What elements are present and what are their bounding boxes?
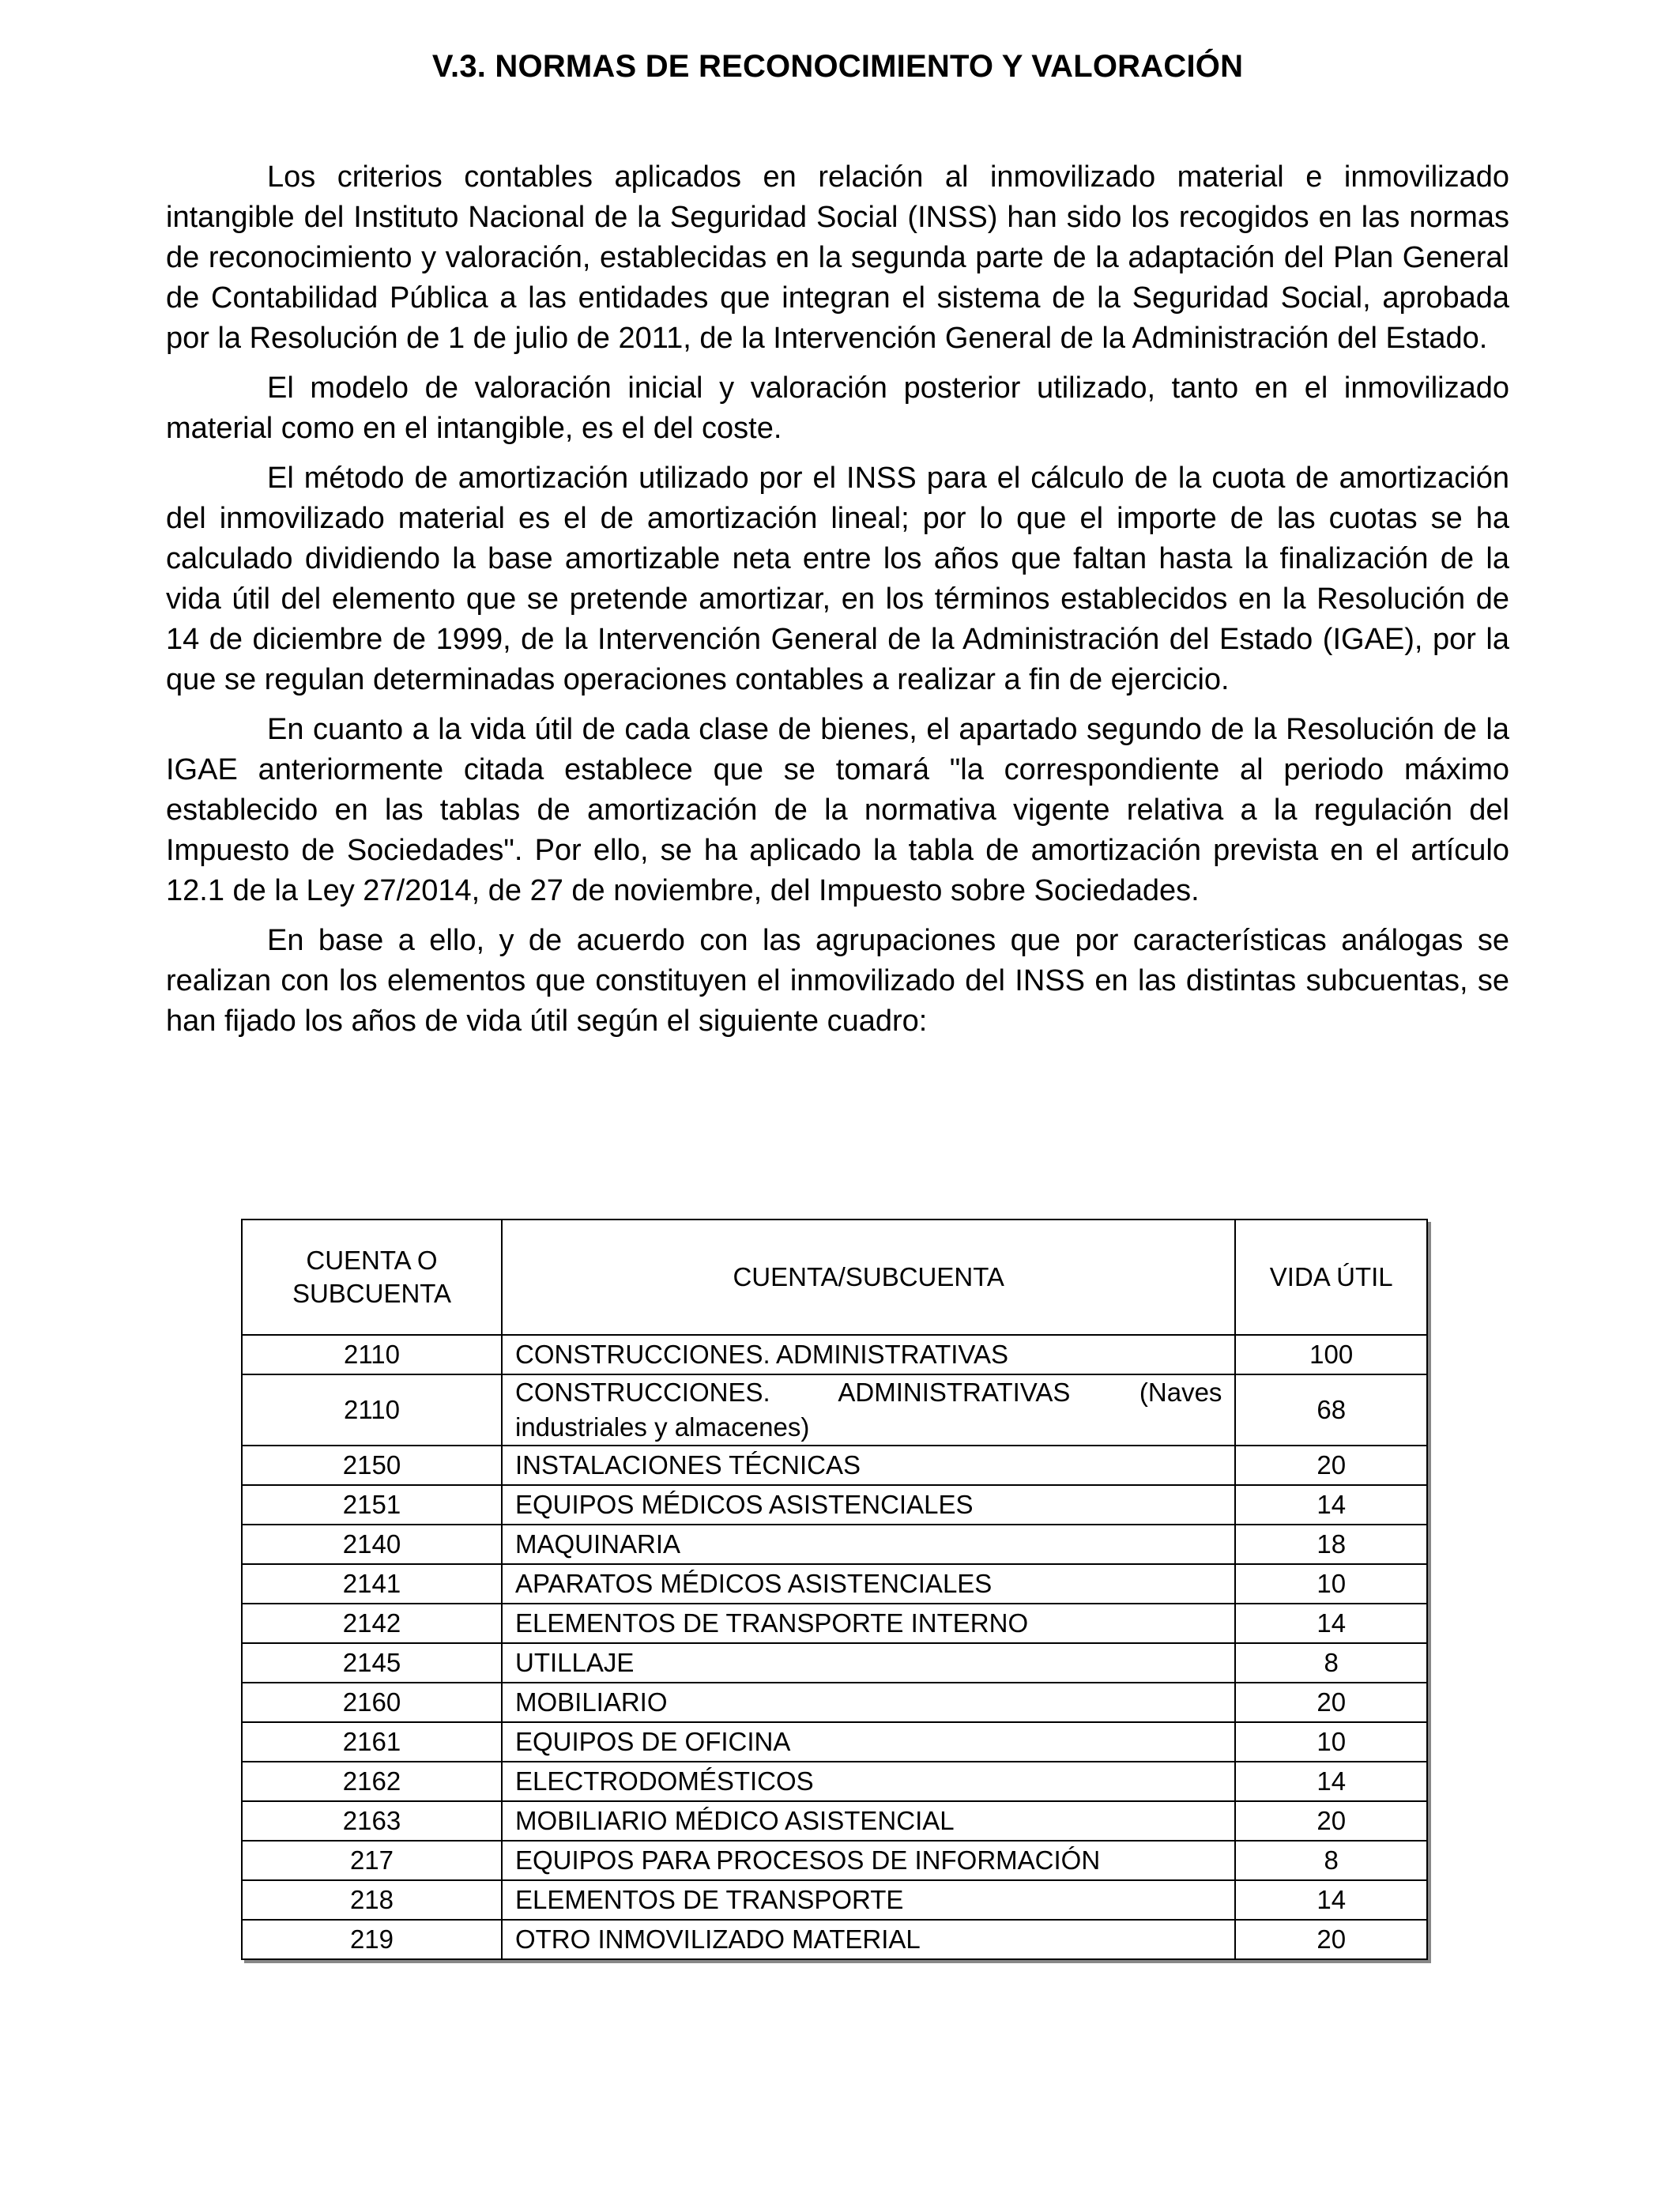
useful-life-cell: 10 (1235, 1564, 1427, 1604)
useful-life-cell: 20 (1235, 1683, 1427, 1722)
table-row (242, 1762, 1427, 1801)
account-code-cell: 2150 (242, 1446, 502, 1485)
header-useful-life: VIDA ÚTIL (1235, 1220, 1427, 1335)
table-header-row (242, 1220, 1427, 1335)
account-name-cell: MOBILIARIO MÉDICO ASISTENCIAL (502, 1801, 1235, 1841)
account-name-cell: UTILLAJE (502, 1643, 1235, 1683)
useful-life-table (241, 1219, 1428, 1960)
account-code-cell: 2161 (242, 1722, 502, 1762)
account-code-cell: 219 (242, 1920, 502, 1959)
account-name-cell: MOBILIARIO (502, 1683, 1235, 1722)
useful-life-cell: 14 (1235, 1762, 1427, 1801)
account-code-cell: 218 (242, 1880, 502, 1920)
document-page (166, 49, 1509, 1051)
table-row (242, 1446, 1427, 1485)
account-name-cell: OTRO INMOVILIZADO MATERIAL (502, 1920, 1235, 1959)
account-code-cell: 2142 (242, 1604, 502, 1643)
page-title: V.3. NORMAS DE RECONOCIMIENTO Y VALORACIÓN (431, 49, 1244, 84)
account-name-cell: EQUIPOS MÉDICOS ASISTENCIALES (502, 1485, 1235, 1525)
account-name-cell: ELEMENTOS DE TRANSPORTE (502, 1880, 1235, 1920)
header-account-name: CUENTA/SUBCUENTA (502, 1220, 1235, 1335)
table-row (242, 1801, 1427, 1841)
header-account-code: CUENTA O SUBCUENTA (242, 1220, 502, 1335)
table-row (242, 1841, 1427, 1880)
account-code-cell: 2140 (242, 1525, 502, 1564)
useful-life-table-wrapper (241, 1219, 1432, 1960)
paragraph-5: En base a ello, y de acuerdo con las agrupaciones que por características análogas se realizan con los elementos que constituyen el inmovilizado del INSS en las distintas subcuentas, se han fijado los años de vida útil según el siguiente cuadro: (166, 924, 1509, 1038)
account-code-cell: 2145 (242, 1643, 502, 1683)
table-row (242, 1604, 1427, 1643)
account-code-cell: 217 (242, 1841, 502, 1880)
account-name-cell: INSTALACIONES TÉCNICAS (502, 1446, 1235, 1485)
paragraph-4: En cuanto a la vida útil de cada clase de bienes, el apartado segundo de la Resolución de la IGAE anteriormente citada establece que se tomará "la correspondiente al periodo máximo establecido en las tablas de amortización de la normativa vigente relativa a la regulación del Impuesto de Sociedades". Por ello, se ha aplicado la tabla de amortización prevista en el artículo 12.1 de la Ley 27/2014, de 27 de noviembre, del Impuesto sobre Sociedades. (166, 713, 1509, 907)
useful-life-cell: 8 (1235, 1841, 1427, 1880)
account-name-cell: ELEMENTOS DE TRANSPORTE INTERNO (502, 1604, 1235, 1643)
paragraph-1: Los criterios contables aplicados en relación al inmovilizado material e inmovilizado intangible del Instituto Nacional de la Seguridad Social (INSS) han sido los recogidos en las normas de reconocimiento y valoración, establecidas en la segunda parte de la adaptación del Plan General de Contabilidad Pública a las entidades que integran el sistema de la Seguridad Social, aprobada por la Resolución de 1 de julio de 2011, de la Intervención General de la Administración del Estado. (166, 160, 1509, 355)
account-name-cell: EQUIPOS PARA PROCESOS DE INFORMACIÓN (502, 1841, 1235, 1880)
account-name-cell: MAQUINARIA (502, 1525, 1235, 1564)
table-row (242, 1722, 1427, 1762)
useful-life-cell: 20 (1235, 1920, 1427, 1959)
account-name-cell: CONSTRUCCIONES. ADMINISTRATIVAS (502, 1335, 1235, 1374)
account-code-cell: 2160 (242, 1683, 502, 1722)
table-row (242, 1335, 1427, 1374)
useful-life-cell: 14 (1235, 1880, 1427, 1920)
table-row (242, 1525, 1427, 1564)
account-code-cell: 2110 (242, 1335, 502, 1374)
account-code-cell: 2151 (242, 1485, 502, 1525)
table-row (242, 1564, 1427, 1604)
account-name-cell: CONSTRUCCIONES. ADMINISTRATIVAS (Naves industriales y almacenes) (502, 1374, 1235, 1446)
useful-life-cell: 20 (1235, 1801, 1427, 1841)
paragraph-2: El modelo de valoración inicial y valoración posterior utilizado, tanto en el inmovilizado material como en el intangible, es el del coste. (166, 371, 1509, 445)
table-row (242, 1643, 1427, 1683)
body-text (166, 157, 1509, 1042)
table-row (242, 1683, 1427, 1722)
account-code-cell: 2162 (242, 1762, 502, 1801)
account-code-cell: 2110 (242, 1374, 502, 1446)
useful-life-cell: 18 (1235, 1525, 1427, 1564)
account-code-cell: 2163 (242, 1801, 502, 1841)
table-row (242, 1485, 1427, 1525)
useful-life-cell: 20 (1235, 1446, 1427, 1485)
account-name-cell: APARATOS MÉDICOS ASISTENCIALES (502, 1564, 1235, 1604)
account-code-cell: 2141 (242, 1564, 502, 1604)
table-body (242, 1335, 1427, 1959)
useful-life-cell: 14 (1235, 1485, 1427, 1525)
table-row (242, 1920, 1427, 1959)
table-row (242, 1880, 1427, 1920)
useful-life-cell: 10 (1235, 1722, 1427, 1762)
useful-life-cell: 8 (1235, 1643, 1427, 1683)
account-name-cell: EQUIPOS DE OFICINA (502, 1722, 1235, 1762)
account-name-cell: ELECTRODOMÉSTICOS (502, 1762, 1235, 1801)
useful-life-cell: 14 (1235, 1604, 1427, 1643)
useful-life-cell: 100 (1235, 1335, 1427, 1374)
table-row (242, 1374, 1427, 1446)
paragraph-3: El método de amortización utilizado por el INSS para el cálculo de la cuota de amortización del inmovilizado material es el de amortización lineal; por lo que el importe de las cuotas se ha calculado dividiendo la base amortizable neta entre los años que faltan hasta la finalización de la vida útil del elemento que se pretende amortizar, en los términos establecidos en la Resolución de 14 de diciembre de 1999, de la Intervención General de la Administración del Estado (IGAE), por la que se regulan determinadas operaciones contables a realizar a fin de ejercicio. (166, 462, 1509, 696)
useful-life-cell: 68 (1235, 1374, 1427, 1446)
